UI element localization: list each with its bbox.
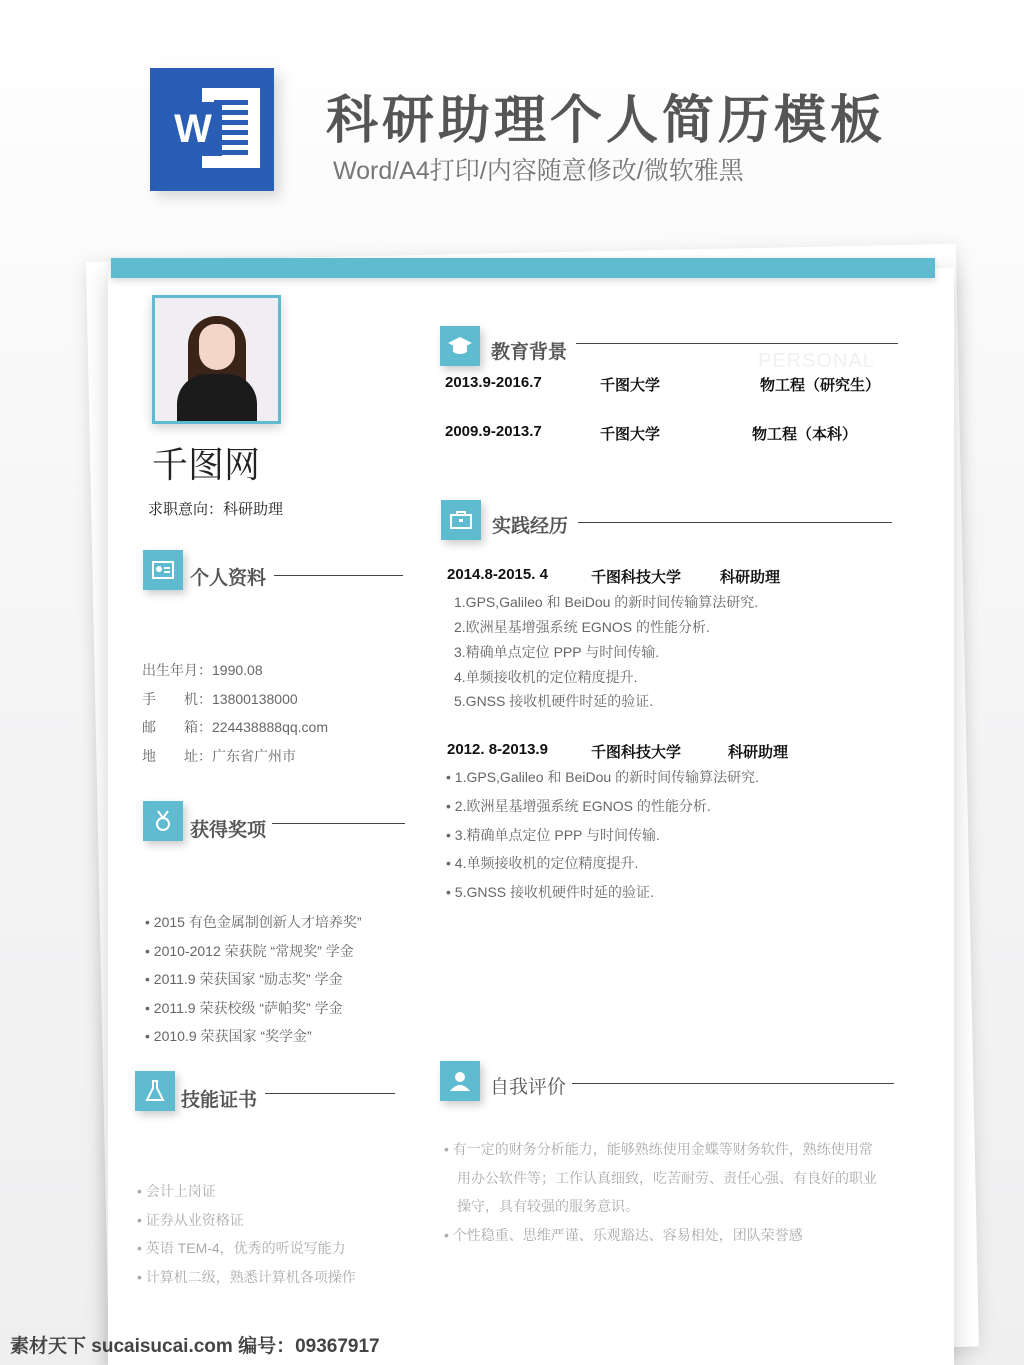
word-logo-icon bbox=[150, 68, 274, 191]
award-item: • 2011.9 荣获校级 “萨帕奖” 学金 bbox=[145, 998, 343, 1018]
section-divider bbox=[272, 823, 405, 824]
job-duty: 1.GPS,Galileo 和 BeiDou 的新时间传输算法研究. bbox=[454, 594, 759, 610]
education-section-title: 教育背景 bbox=[491, 342, 568, 363]
accent-bar bbox=[111, 258, 935, 278]
award-item: • 2011.9 荣获国家 “励志奖” 学金 bbox=[145, 969, 343, 989]
self-eval-line: 操守，具有较强的服务意识。 bbox=[457, 1198, 639, 1214]
skill-item: • 计算机二级，熟悉计算机各项操作 bbox=[137, 1267, 356, 1287]
job-duty: 2.欧洲星基增强系统 EGNOS 的性能分析. bbox=[454, 619, 710, 635]
graduation-cap-icon bbox=[440, 326, 480, 366]
flask-icon bbox=[135, 1071, 175, 1111]
job-duty: • 1.GPS,Galileo 和 BeiDou 的新时间传输算法研究. bbox=[446, 767, 759, 787]
self-eval-line: 用办公软件等；工作认真细致，吃苦耐劳、责任心强、有良好的职业 bbox=[457, 1170, 877, 1186]
section-divider bbox=[265, 1093, 395, 1094]
section-divider bbox=[576, 343, 898, 344]
award-item: • 2010.9 荣获国家 “奖学金” bbox=[145, 1026, 312, 1046]
phone: 手 机：13800138000 bbox=[142, 691, 298, 707]
education-school: 千图大学 bbox=[600, 426, 661, 443]
job-objective: 求职意向：科研助理 bbox=[148, 501, 284, 518]
job-duty: • 2.欧洲星基增强系统 EGNOS 的性能分析. bbox=[446, 796, 711, 816]
job-period: 2014.8-2015. 4 bbox=[447, 566, 548, 583]
education-period: 2009.9-2013.7 bbox=[445, 423, 542, 440]
education-degree: 物工程（本科） bbox=[752, 426, 858, 443]
job-duty: 5.GNSS 接收机硬件时延的验证. bbox=[454, 693, 654, 709]
skill-item: • 证券从业资格证 bbox=[137, 1210, 244, 1230]
job-period: 2012. 8-2013.9 bbox=[447, 741, 548, 758]
id-card-icon bbox=[143, 550, 183, 590]
job-duty: 4.单频接收机的定位精度提升. bbox=[454, 669, 638, 685]
experience-section-title: 实践经历 bbox=[492, 516, 569, 537]
section-divider bbox=[578, 522, 892, 523]
personal-section-title: 个人资料 bbox=[190, 568, 267, 589]
job-role: 科研助理 bbox=[720, 569, 781, 586]
briefcase-icon bbox=[441, 500, 481, 540]
section-divider bbox=[572, 1083, 894, 1084]
skill-item: • 会计上岗证 bbox=[137, 1181, 216, 1201]
job-duty: 3.精确单点定位 PPP 与时间传输. bbox=[454, 644, 660, 660]
education-degree: 物工程（研究生） bbox=[760, 377, 881, 394]
job-company: 千图科技大学 bbox=[591, 569, 682, 586]
word-logo-letter: W bbox=[164, 102, 222, 156]
award-item: • 2010-2012 荣获院 “常规奖” 学金 bbox=[145, 941, 354, 961]
skill-item: • 英语 TEM-4，优秀的听说写能力 bbox=[137, 1238, 346, 1258]
birth-date: 出生年月：1990.08 bbox=[142, 662, 263, 678]
skills-section-title: 技能证书 bbox=[181, 1090, 258, 1111]
footer-watermark: 素材天下 sucaisucai.com 编号：09367917 bbox=[10, 1336, 380, 1357]
job-duty: • 5.GNSS 接收机硬件时延的验证. bbox=[446, 882, 654, 902]
address: 地 址：广东省广州市 bbox=[142, 748, 296, 764]
education-school: 千图大学 bbox=[600, 377, 661, 394]
self-eval-line: • 个性稳重、思维严谨、乐观豁达、容易相处，团队荣誉感 bbox=[444, 1225, 803, 1245]
medal-icon bbox=[143, 801, 183, 841]
applicant-name: 千图网 bbox=[152, 444, 261, 485]
section-divider bbox=[274, 575, 403, 576]
job-duty: • 3.精确单点定位 PPP 与时间传输. bbox=[446, 825, 660, 845]
page-title: 科研助理个人简历模板 bbox=[326, 92, 887, 150]
award-item: • 2015 有色金属制创新人才培养奖” bbox=[145, 912, 362, 932]
person-icon bbox=[440, 1061, 480, 1101]
job-company: 千图科技大学 bbox=[591, 744, 682, 761]
education-period: 2013.9-2016.7 bbox=[445, 374, 542, 391]
email: 邮 箱：224438888qq.com bbox=[142, 719, 328, 735]
profile-photo bbox=[152, 295, 281, 424]
watermark: PERSONAL bbox=[758, 350, 875, 372]
awards-section-title: 获得奖项 bbox=[190, 820, 267, 841]
job-role: 科研助理 bbox=[728, 744, 789, 761]
self-eval-section-title: 自我评价 bbox=[490, 1077, 567, 1098]
self-eval-line: • 有一定的财务分析能力，能够熟练使用金蝶等财务软件，熟练使用常 bbox=[444, 1139, 873, 1159]
page-subtitle: Word/A4打印/内容随意修改/微软雅黑 bbox=[333, 157, 744, 185]
job-duty: • 4.单频接收机的定位精度提升. bbox=[446, 853, 638, 873]
